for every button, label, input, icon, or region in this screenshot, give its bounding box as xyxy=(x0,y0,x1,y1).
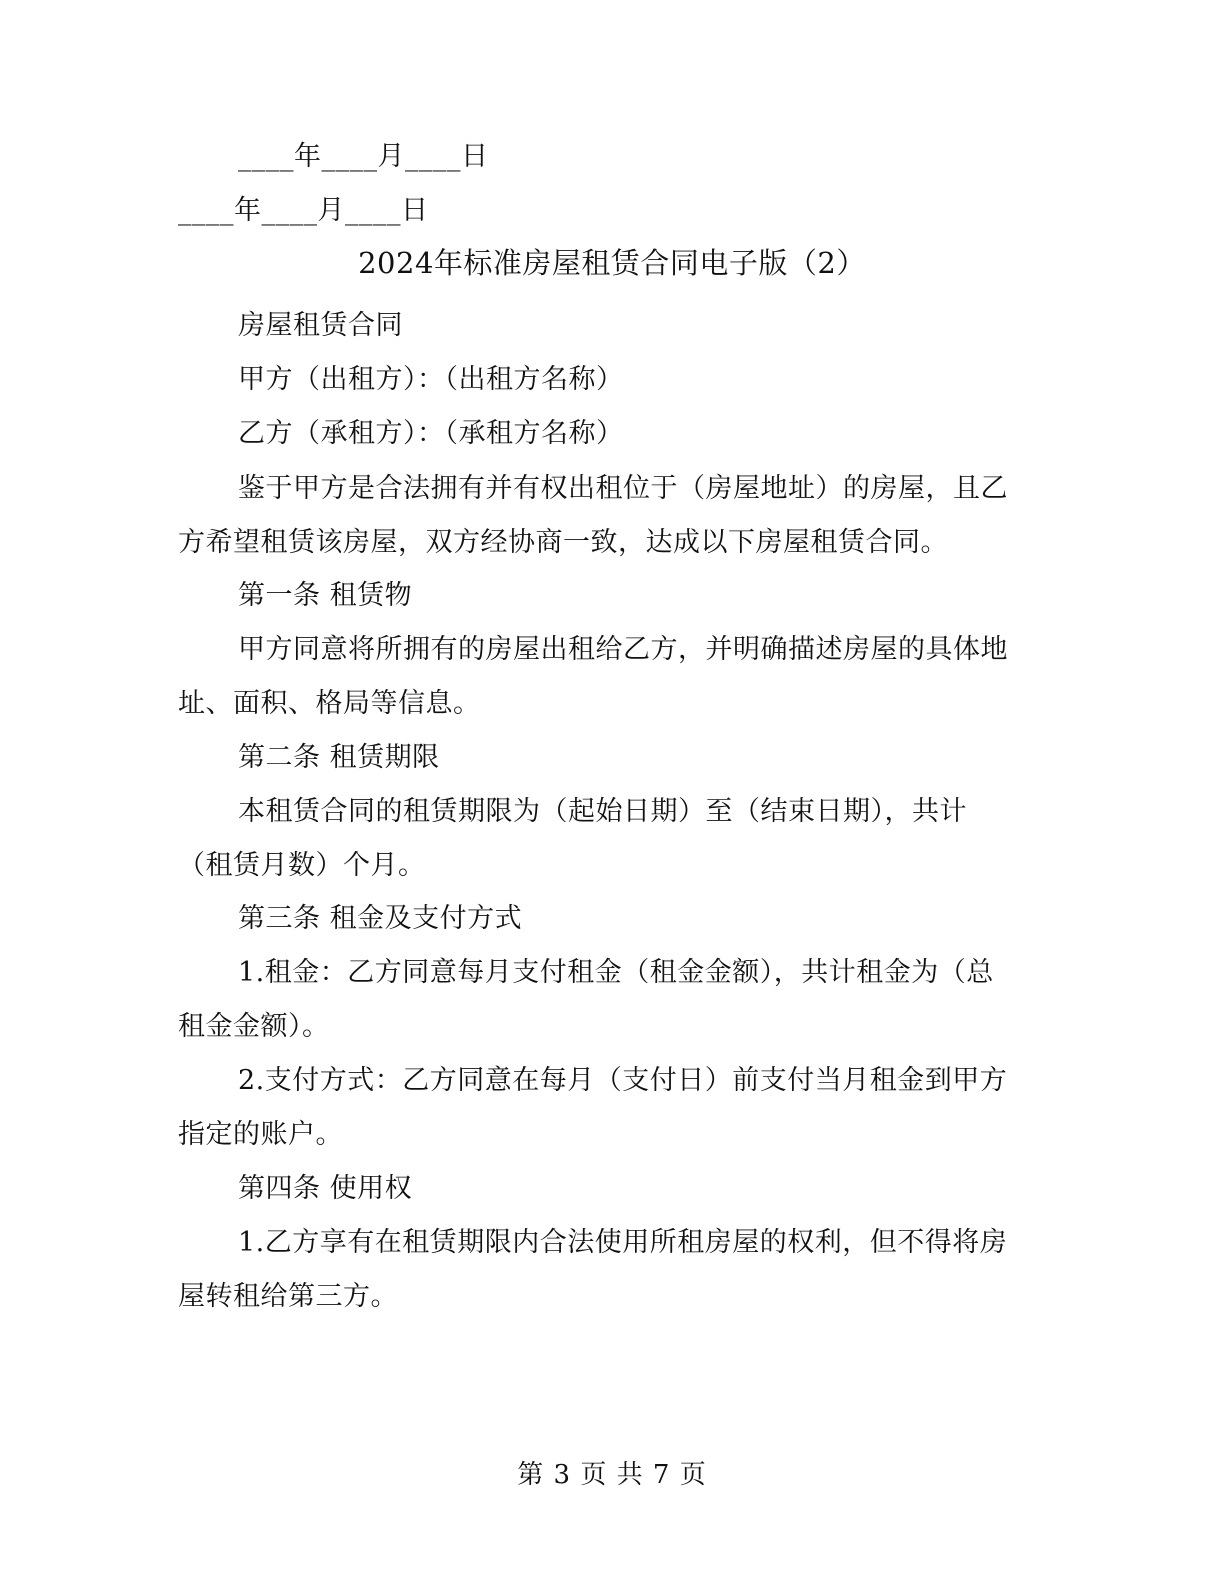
article-1-title: 第一条 租赁物 xyxy=(238,580,413,611)
article-3-item-2-line-1: 2.支付方式：乙方同意在每月（支付日）前支付当月租金到甲方 xyxy=(238,1065,1008,1096)
article-4-title: 第四条 使用权 xyxy=(238,1173,413,1204)
party-b-line: 乙方（承租方）：（承租方名称） xyxy=(238,418,624,449)
article-1-line-2: 址、面积、格局等信息。 xyxy=(178,688,481,719)
article-3-item-2-line-2: 指定的账户。 xyxy=(178,1119,343,1150)
date-line-2: ____年____月____日 xyxy=(178,195,429,226)
document-title: 2024年标准房屋租赁合同电子版（2） xyxy=(358,246,866,280)
article-2-line-1: 本租赁合同的租赁期限为（起始日期）至（结束日期），共计 xyxy=(238,796,967,827)
party-a-line: 甲方（出租方）：（出租方名称） xyxy=(238,364,624,395)
article-3-item-1-line-1: 1.租金：乙方同意每月支付租金（租金金额），共计租金为（总 xyxy=(238,957,994,988)
intro-paragraph-line-1: 鉴于甲方是合法拥有并有权出租位于（房屋地址）的房屋，且乙 xyxy=(238,473,1008,504)
article-3-title: 第三条 租金及支付方式 xyxy=(238,903,523,934)
article-3-item-1-line-2: 租金金额）。 xyxy=(178,1011,330,1042)
article-1-line-1: 甲方同意将所拥有的房屋出租给乙方，并明确描述房屋的具体地 xyxy=(238,634,1008,665)
article-4-item-1-line-2: 屋转租给第三方。 xyxy=(178,1281,398,1312)
date-line-1: ____年____月____日 xyxy=(238,141,489,172)
article-2-title: 第二条 租赁期限 xyxy=(238,742,440,773)
article-4-item-1-line-1: 1.乙方享有在租赁期限内合法使用所租房屋的权利，但不得将房 xyxy=(238,1227,1008,1258)
page-number-footer: 第 3 页 共 7 页 xyxy=(517,1460,707,1490)
article-2-line-2: （租赁月数）个月。 xyxy=(178,850,426,881)
contract-heading: 房屋租赁合同 xyxy=(238,310,403,341)
intro-paragraph-line-2: 方希望租赁该房屋，双方经协商一致，达成以下房屋租赁合同。 xyxy=(178,527,948,558)
